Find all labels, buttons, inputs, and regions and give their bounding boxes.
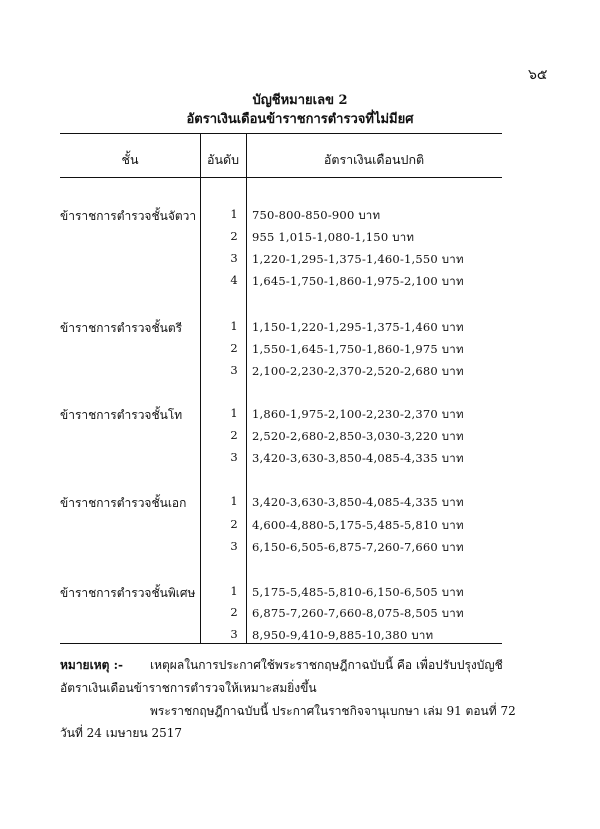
header-level: อันดับ xyxy=(206,152,240,167)
rank-name: ข้าราชการตำรวจชั้นจัตวา xyxy=(60,209,197,223)
rate-cell: 6,875-7,260-7,660-8,075-8,505 บาท xyxy=(252,606,464,620)
rank-name: ข้าราชการตำรวจชั้นเอก xyxy=(60,496,187,510)
rate-cell: 1,220-1,295-1,375-1,460-1,550 บาท xyxy=(252,252,464,266)
column-divider-2 xyxy=(246,133,247,643)
footnote-line-4: วันที่ 24 เมษายน 2517 xyxy=(60,726,182,740)
header-rate: อัตราเงินเดือนปกติ xyxy=(323,152,425,167)
rank-name: ข้าราชการตำรวจชั้นพิเศษ xyxy=(60,586,196,600)
column-divider-1 xyxy=(200,133,201,643)
footnote-line-3: พระราชกฤษฎีกาฉบับนี้ ประกาศในราชกิจจานุเบกษา เล่ม 91 ตอนที่ 72 xyxy=(150,704,516,718)
rate-cell: 6,150-6,505-6,875-7,260-7,660 บาท xyxy=(252,540,464,554)
page-number: ๖๕ xyxy=(528,67,548,83)
level-cell: 2 xyxy=(230,605,238,619)
table-top-rule xyxy=(60,133,502,134)
level-cell: 2 xyxy=(230,517,238,531)
footnote-label: หมายเหตุ :- xyxy=(60,658,123,672)
rate-cell: 1,860-1,975-2,100-2,230-2,370 บาท xyxy=(252,407,464,421)
level-cell: 3 xyxy=(230,251,238,265)
rate-cell: 3,420-3,630-3,850-4,085-4,335 บาท xyxy=(252,495,464,509)
rate-cell: 2,100-2,230-2,370-2,520-2,680 บาท xyxy=(252,364,464,378)
rate-cell: 3,420-3,630-3,850-4,085-4,335 บาท xyxy=(252,451,464,465)
level-cell: 3 xyxy=(230,539,238,553)
level-cell: 2 xyxy=(230,428,238,442)
level-cell: 1 xyxy=(230,319,238,333)
level-cell: 3 xyxy=(230,450,238,464)
level-cell: 3 xyxy=(230,627,238,641)
level-cell: 1 xyxy=(230,207,238,221)
level-cell: 1 xyxy=(230,494,238,508)
rank-name: ข้าราชการตำรวจชั้นโท xyxy=(60,408,183,422)
level-cell: 1 xyxy=(230,584,238,598)
table-header-rule xyxy=(60,177,502,178)
header-rank: ชั้น xyxy=(121,152,139,167)
rate-cell: 1,150-1,220-1,295-1,375-1,460 บาท xyxy=(252,320,464,334)
rate-cell: 5,175-5,485-5,810-6,150-6,505 บาท xyxy=(252,585,464,599)
footnote-line-1: เหตุผลในการประกาศใช้พระราชกฤษฎีกาฉบับนี้ คือ เพื่อปรับปรุงบัญชี xyxy=(150,658,503,672)
rate-cell: 8,950-9,410-9,885-10,380 บาท xyxy=(252,628,434,642)
rate-cell: 955 1,015-1,080-1,150 บาท xyxy=(252,230,415,244)
rank-name: ข้าราชการตำรวจชั้นตรี xyxy=(60,321,183,335)
level-cell: 1 xyxy=(230,406,238,420)
rate-cell: 750-800-850-900 บาท xyxy=(252,208,381,222)
document-subtitle: อัตราเงินเดือนข้าราชการตำรวจที่ไม่มียศ xyxy=(186,112,414,127)
level-cell: 4 xyxy=(230,273,238,287)
rate-cell: 1,550-1,645-1,750-1,860-1,975 บาท xyxy=(252,342,464,356)
rate-cell: 4,600-4,880-5,175-5,485-5,810 บาท xyxy=(252,518,464,532)
level-cell: 2 xyxy=(230,341,238,355)
level-cell: 3 xyxy=(230,363,238,377)
rate-cell: 1,645-1,750-1,860-1,975-2,100 บาท xyxy=(252,274,464,288)
footnote-line-2: อัตราเงินเดือนข้าราชการตำรวจให้เหมาะสมยิ่งขึ้น xyxy=(60,681,317,695)
level-cell: 2 xyxy=(230,229,238,243)
rate-cell: 2,520-2,680-2,850-3,030-3,220 บาท xyxy=(252,429,464,443)
document-title: บัญชีหมายเลข 2 xyxy=(252,93,348,108)
